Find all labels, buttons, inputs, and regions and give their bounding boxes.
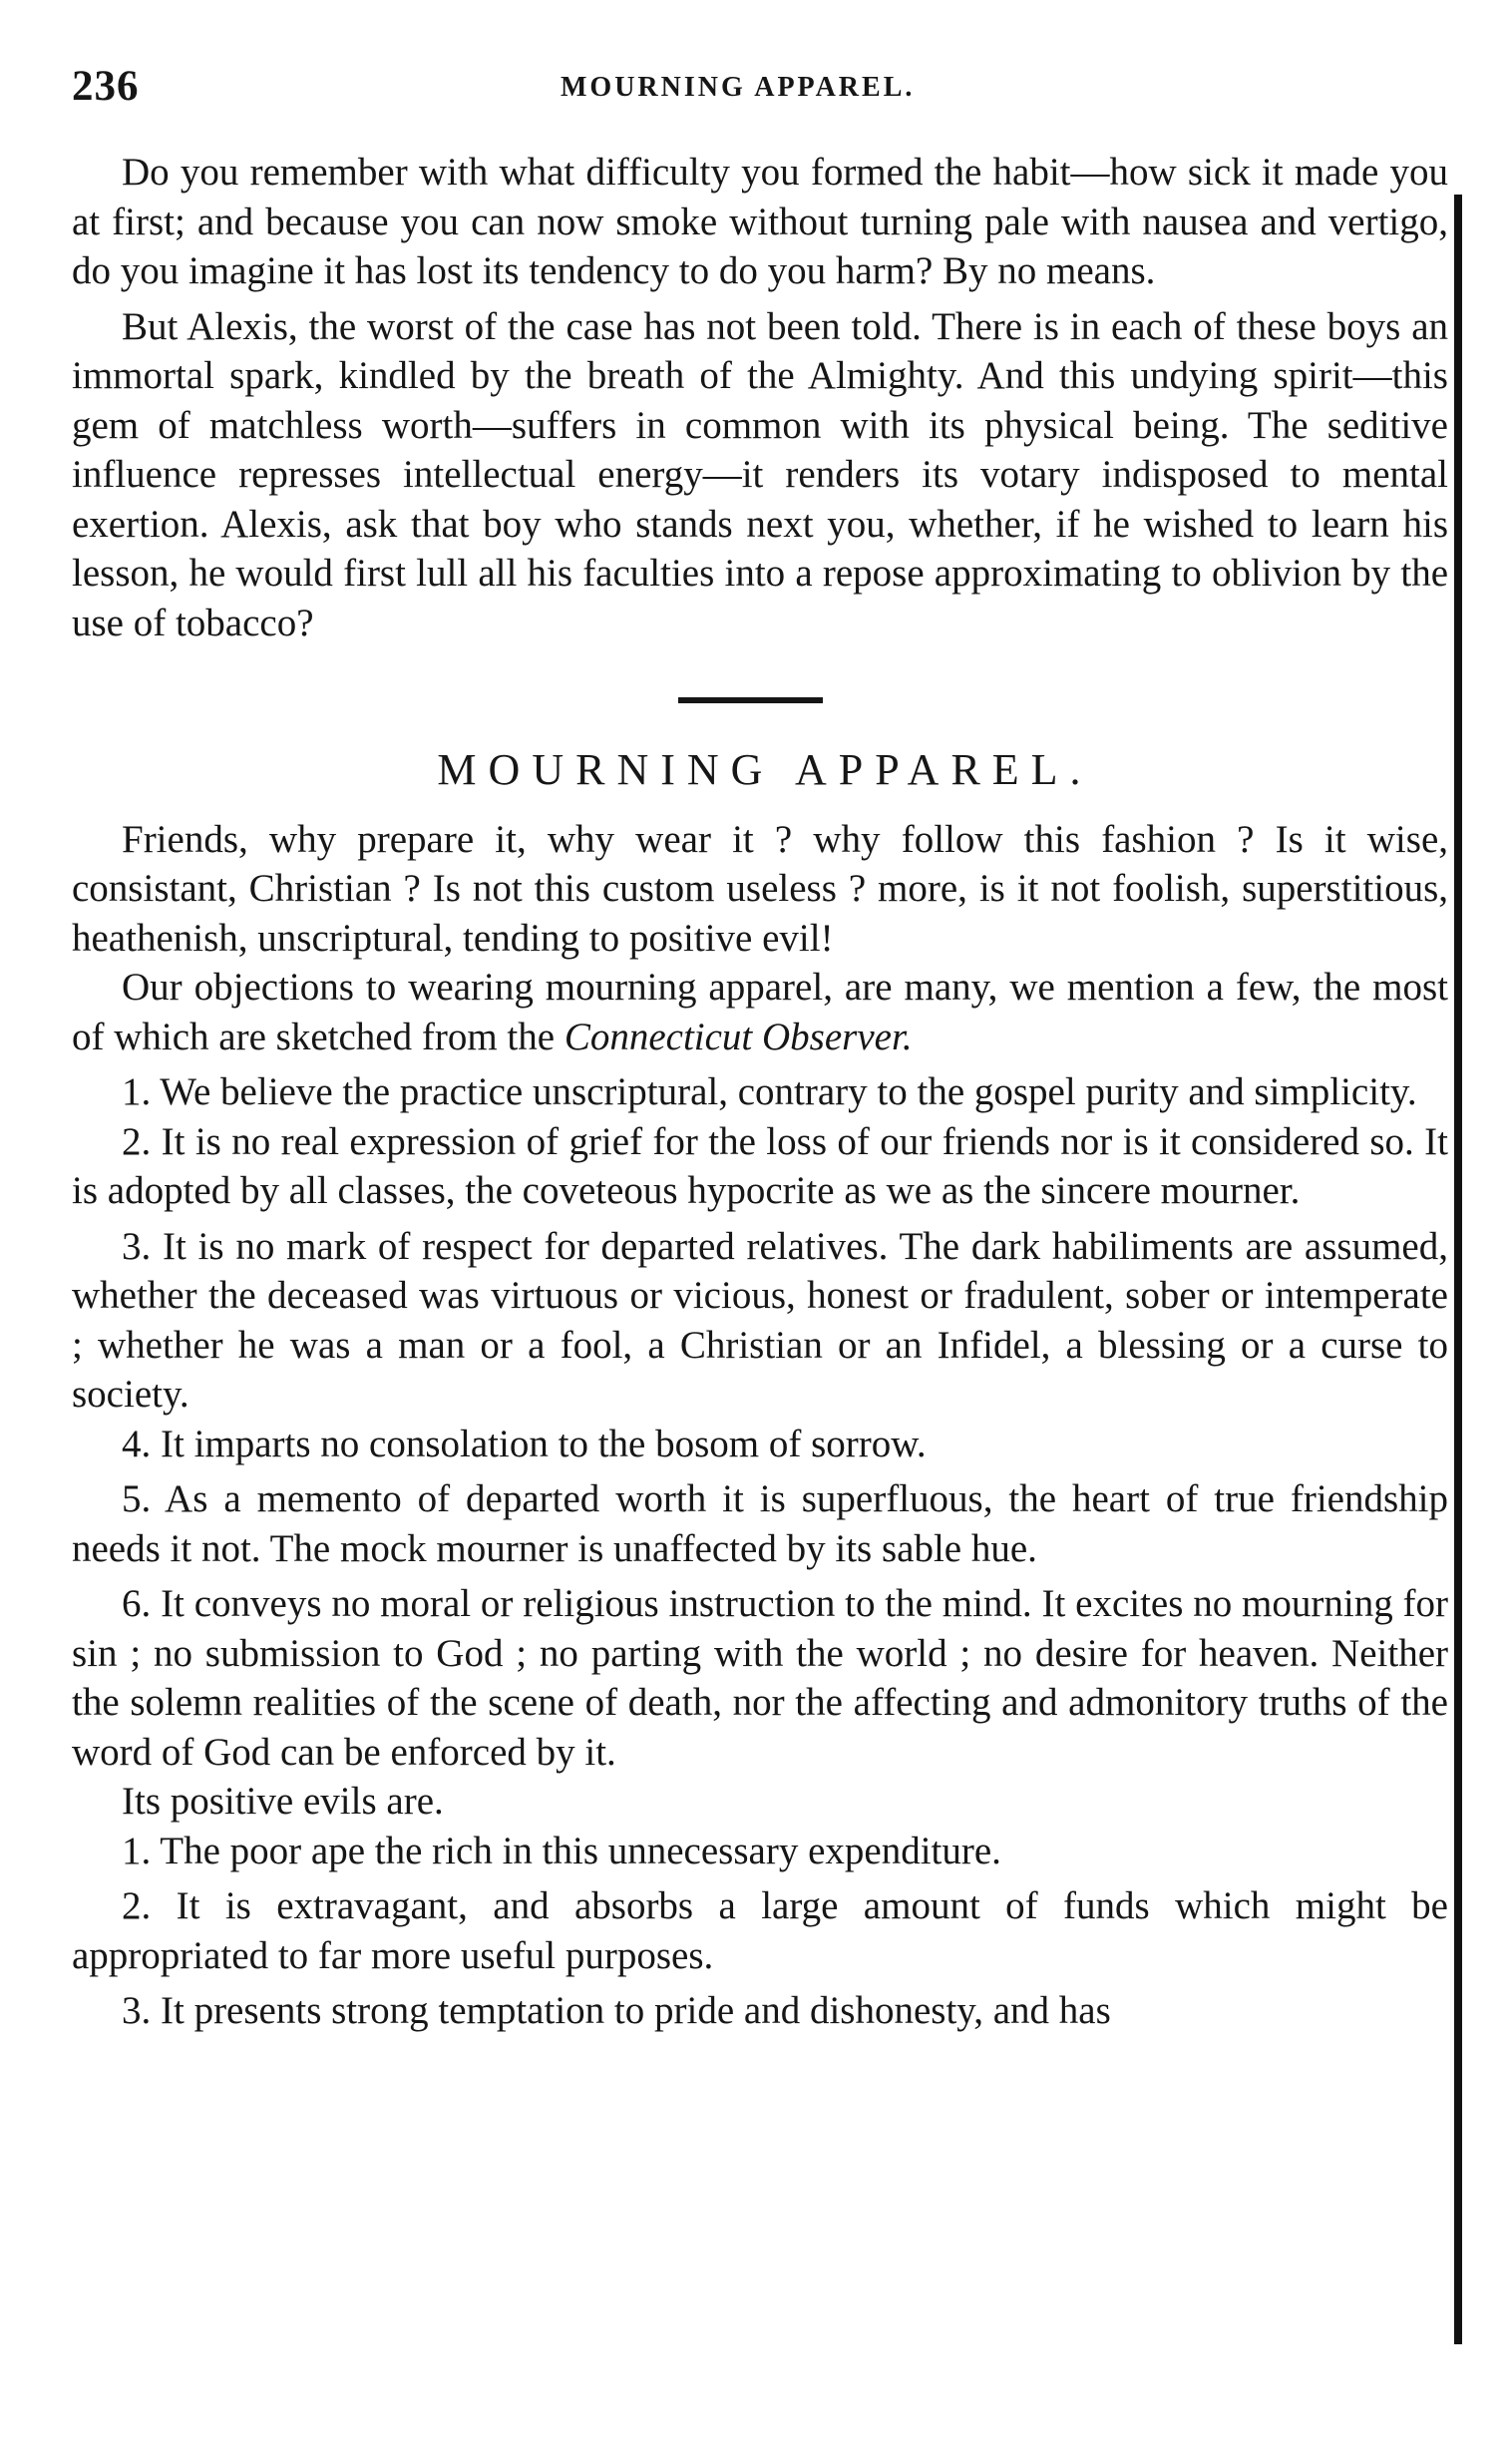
binding-edge-shadow	[1454, 195, 1462, 2344]
evil-item: 2. It is extravagant, and absorbs a large amount of funds which might be appropriated to far more useful purposes.	[72, 1884, 1448, 1977]
running-title: MOURNING APPAREL.	[561, 72, 916, 103]
intro-paragraph-2: But Alexis, the worst of the case has not been told. There is in each of these boys an immortal spark, kindled by the breath of the Almighty. And this undying spirit—this gem of matchless worth—suffers in common with its physical being. The seditive influence represses intellectual energy—it renders its votary indisposed to mental exertion. Alexis, ask that boy who stands next you, whether, if he wished to learn his lesson, he would first lull all his faculties into a repose approximating to oblivion by the use of tobacco?	[72, 304, 1448, 644]
objection-item: 4. It imparts no consolation to the bosom of sorrow.	[122, 1422, 927, 1465]
section-title: MOURNING APPAREL.	[437, 745, 1093, 794]
section-divider-rule	[678, 697, 823, 703]
objection-item: 1. We believe the practice unscriptural, contrary to the gospel purity and simplicity.	[122, 1070, 1417, 1113]
evil-item: 1. The poor ape the rich in this unnecessary expenditure.	[122, 1829, 1001, 1872]
section-paragraph	[72, 963, 1448, 1061]
body-text	[72, 148, 1448, 2042]
section-paragraph: Its positive evils are.	[122, 1780, 444, 1823]
section-paragraph: Friends, why prepare it, why wear it ? why follow this fashion ? Is it wise, consistant, Christian ? Is not this custom useless ? more, is it not foolish, superstitious, heathenish, unscriptural, tending to positive evil!	[72, 817, 1448, 960]
intro-paragraph-1: Do you remember with what difficulty you formed the habit—how sick it made you at first; and because you can now smoke without turning pale with nausea and vertigo, do you imagine it has lost its tendency to do you harm? By no means.	[72, 151, 1448, 292]
page-number: 236	[72, 63, 140, 110]
objection-item: 6. It conveys no moral or religious instruction to the mind. It excites no mourning for sin ; no submission to God ; no parting with the world ; no desire for heaven. Neither the solemn realities of the scene of death, nor the affecting and admonitory truths of the word of God can be enforced by it.	[72, 1582, 1448, 1774]
evil-item: 3. It presents strong temptation to pride and dishonesty, and has	[122, 1989, 1111, 2032]
objection-item: 3. It is no mark of respect for departed relatives. The dark habiliments are assumed, whether the deceased was virtuous or vicious, honest or fradulent, sober or intemperate ; whether he was a man or a fool, a Christian or an Infidel, a blessing or a curse to society.	[72, 1224, 1448, 1416]
objection-item: 5. As a memento of departed worth it is superfluous, the heart of true friendship needs it not. The mock mourner is unaffected by its sable hue.	[72, 1477, 1448, 1570]
source-title: Connecticut Observer.	[564, 1015, 913, 1058]
running-head	[72, 62, 1448, 112]
paragraph-text: Our objections to wearing mourning apparel, are many, we mention a few, the most of which are sketched from the	[72, 966, 1448, 1058]
objection-item: 2. It is no real expression of grief for the loss of our friends nor is it considered so. It is adopted by all classes, the coveteous hypocrite as we as the sincere mourner.	[72, 1119, 1448, 1212]
